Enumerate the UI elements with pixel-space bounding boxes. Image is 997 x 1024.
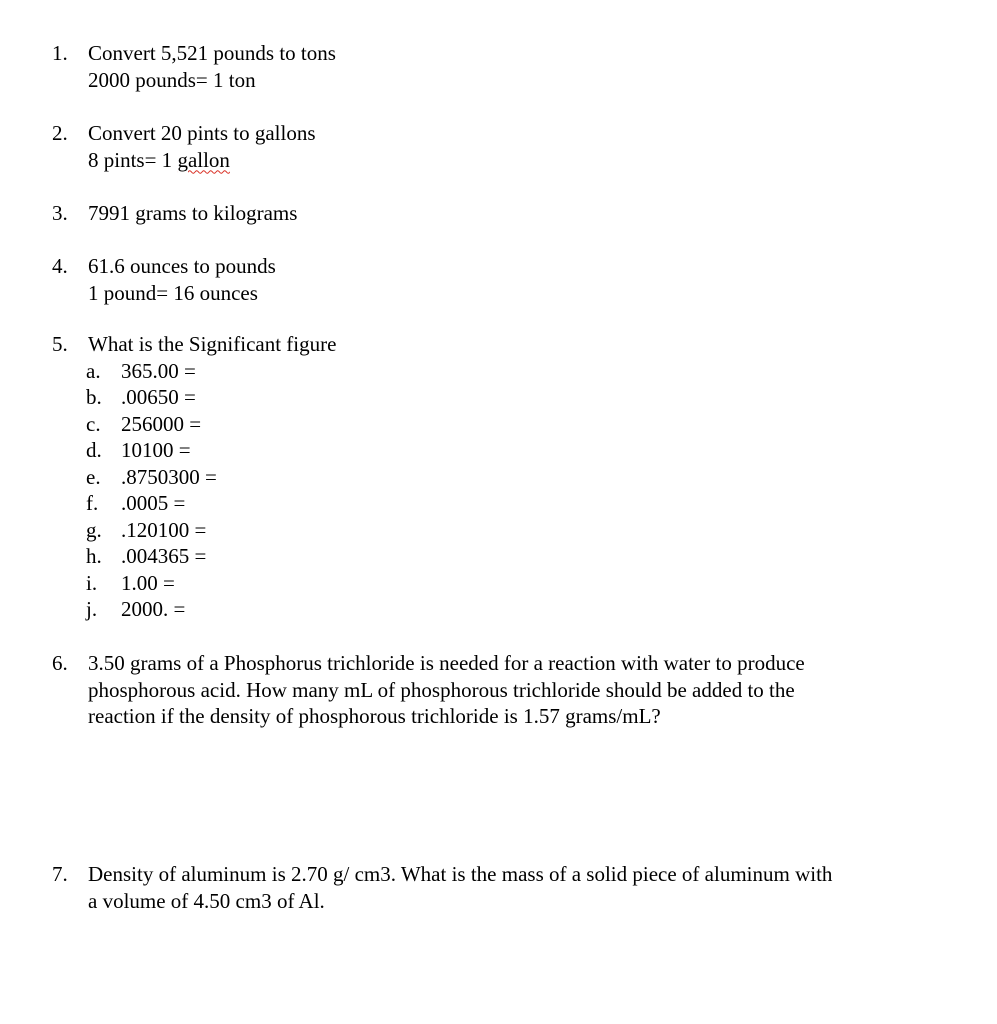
question-text: Convert 5,521 pounds to tons <box>88 41 336 65</box>
misspelled-word[interactable]: gallon <box>177 147 230 172</box>
item-label: c. <box>86 411 101 436</box>
question-number: 7. <box>52 862 68 886</box>
sig-fig-list <box>52 358 952 623</box>
item-text: .120100 = <box>121 517 207 542</box>
question-hint: 2000 pounds= 1 ton <box>88 67 256 92</box>
item-text: 1.00 = <box>121 570 175 595</box>
question-text-line-2: a volume of 4.50 cm3 of Al. <box>88 888 325 913</box>
list-item <box>52 490 952 517</box>
question-text-line-3: reaction if the density of phosphorous trichloride is 1.57 grams/mL? <box>88 704 661 728</box>
question-number: 2. <box>52 121 68 145</box>
question-number: 6. <box>52 651 68 675</box>
item-label: j. <box>86 597 98 621</box>
list-item <box>52 517 952 544</box>
question-number: 4. <box>52 254 68 278</box>
item-label: e. <box>86 464 101 489</box>
question-text: Convert 20 pints to gallons <box>88 121 316 145</box>
question-number: 3. <box>52 201 68 225</box>
item-text: .0005 = <box>121 491 186 515</box>
item-label: f. <box>86 491 99 515</box>
question-6 <box>52 650 952 730</box>
item-text: .004365 = <box>121 544 207 568</box>
question-2 <box>52 120 952 173</box>
question-7 <box>52 861 952 914</box>
question-text-line-1: 3.50 grams of a Phosphorus trichloride is needed for a reaction with water to produce <box>88 651 805 675</box>
list-item <box>52 358 952 385</box>
question-3 <box>52 200 952 227</box>
list-item <box>52 437 952 464</box>
question-text-line-1: Density of aluminum is 2.70 g/ cm3. What is the mass of a solid piece of aluminum with <box>88 862 833 886</box>
item-label: a. <box>86 358 101 383</box>
list-item <box>52 570 952 597</box>
question-5 <box>52 331 952 623</box>
item-text: 256000 = <box>121 411 202 436</box>
item-text: .00650 = <box>121 385 196 409</box>
question-4 <box>52 253 952 306</box>
question-number: 5. <box>52 332 68 356</box>
list-item <box>52 411 952 438</box>
question-text: What is the Significant figure <box>88 332 337 356</box>
item-text: 10100 = <box>121 438 191 462</box>
question-text-line-2: phosphorous acid. How many mL of phosphorous trichloride should be added to the <box>88 677 795 702</box>
list-item <box>52 464 952 491</box>
item-label: i. <box>86 570 98 595</box>
item-text: 2000. = <box>121 597 186 621</box>
question-text: 61.6 ounces to pounds <box>88 254 276 278</box>
list-item <box>52 384 952 411</box>
item-text: .8750300 = <box>121 464 217 489</box>
item-text: 365.00 = <box>121 358 196 383</box>
hint-prefix: 8 pints= 1 <box>88 147 178 172</box>
question-1 <box>52 40 952 93</box>
item-label: d. <box>86 438 102 462</box>
list-item <box>52 596 952 623</box>
item-label: h. <box>86 544 102 568</box>
item-label: b. <box>86 385 102 409</box>
item-label: g. <box>86 517 102 542</box>
list-item <box>52 543 952 570</box>
question-hint: 1 pound= 16 ounces <box>88 280 258 305</box>
question-text: 7991 grams to kilograms <box>88 201 298 225</box>
question-hint <box>88 147 952 174</box>
question-number: 1. <box>52 41 68 65</box>
